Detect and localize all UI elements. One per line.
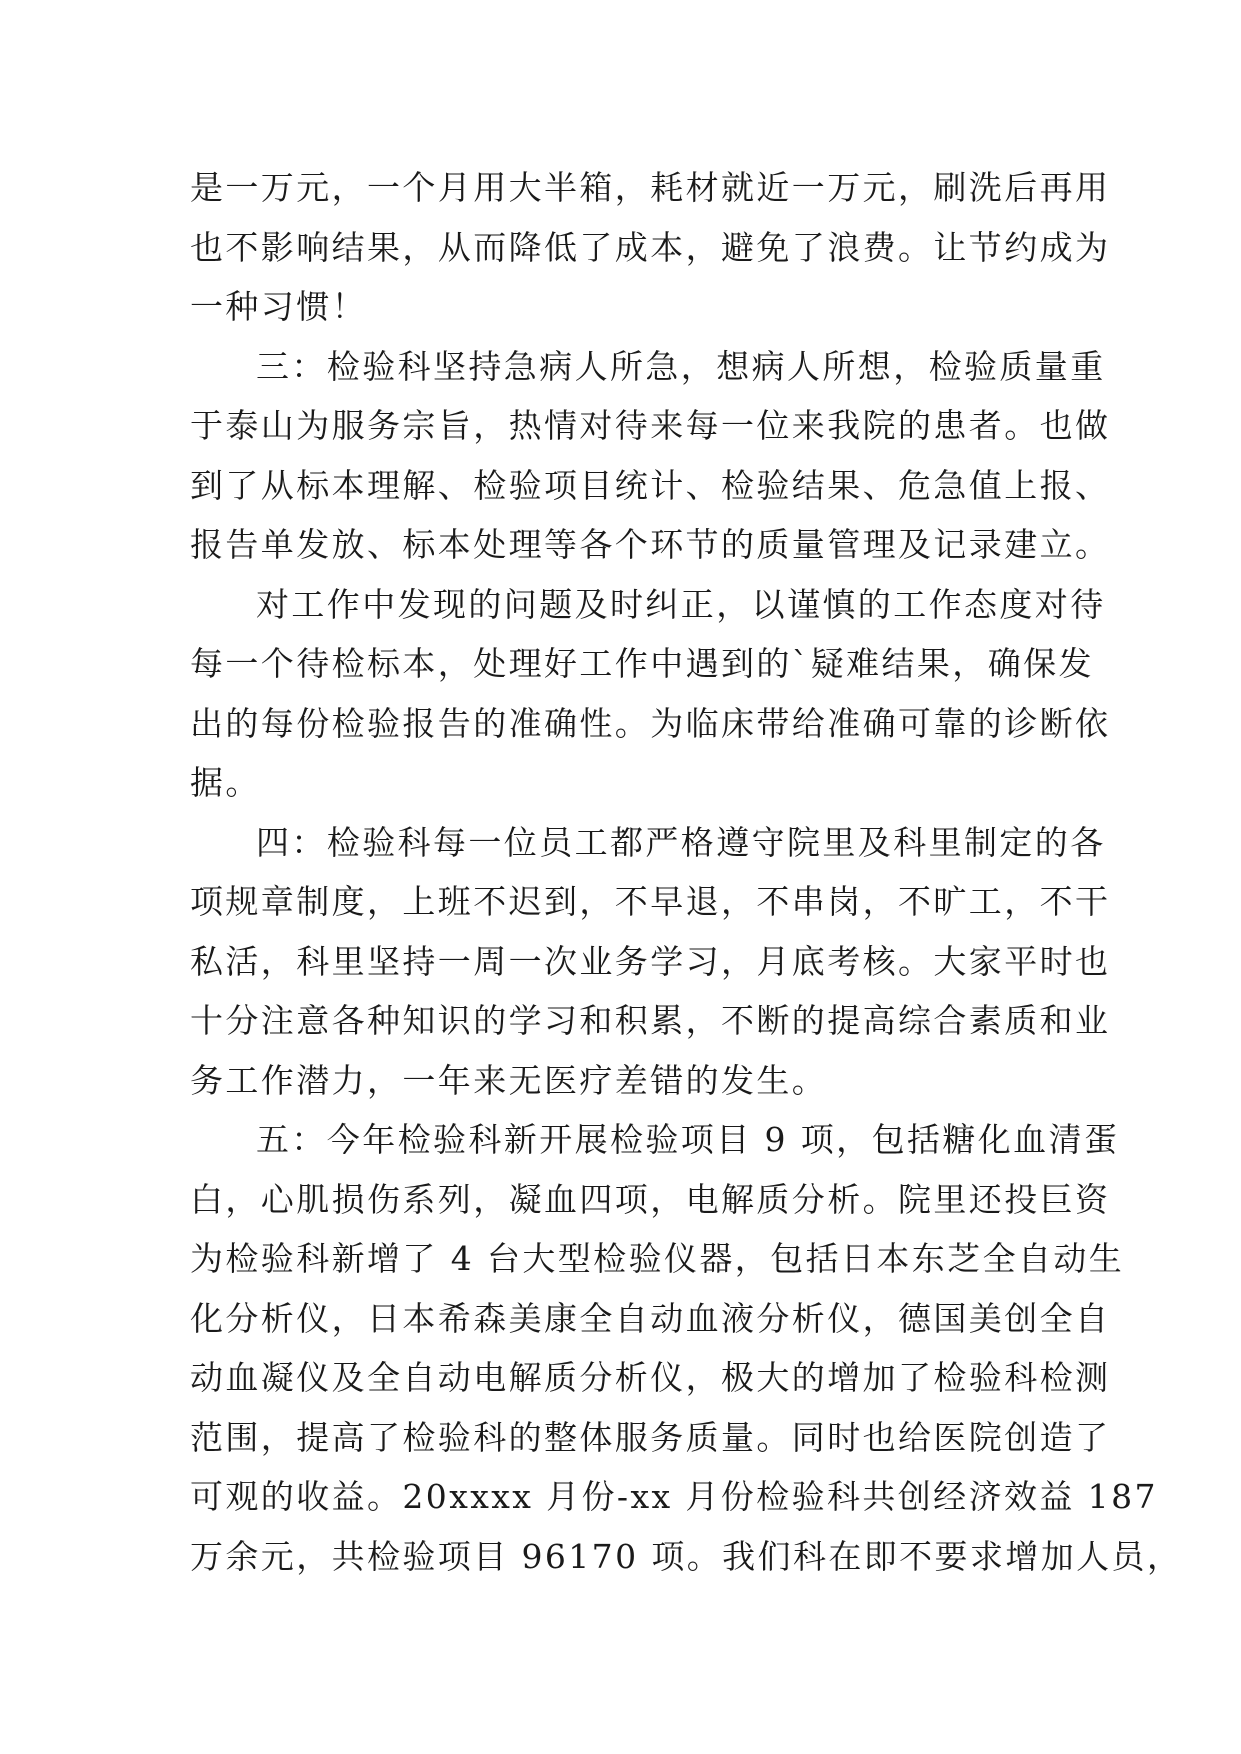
text-line: 据。	[190, 763, 261, 802]
paragraph-first-line: 对工作中发现的问题及时纠正，以谨慎的工作态度对待	[256, 584, 1106, 624]
text-line: 化分析仪，日本希森美康全自动血液分析仪，德国美创全自	[190, 1298, 1111, 1338]
text-line: 出的每份检验报告的准确性。为临床带给准确可靠的诊断依	[190, 703, 1111, 743]
text-line: 白，心肌损伤系列，凝血四项，电解质分析。院里还投巨资	[190, 1179, 1111, 1219]
text-line: 为检验科新增了 4 台大型检验仪器，包括日本东芝全自动生	[190, 1239, 1125, 1278]
text-line: 动血凝仪及全自动电解质分析仪，极大的增加了检验科检测	[190, 1358, 1111, 1397]
text-line: 到了从标本理解、检验项目统计、检验结果、危急值上报、	[190, 465, 1111, 505]
text-line: 一种习惯！	[190, 287, 367, 326]
text-line: 万余元，共检验项目 96170 项。我们科在即不要求增加人员，	[190, 1536, 1183, 1576]
text-line: 十分注意各种知识的学习和积累，不断的提高综合素质和业	[190, 1001, 1111, 1040]
text-line: 报告单发放、标本处理等各个环节的质量管理及记录建立。	[190, 525, 1111, 564]
text-line: 私活，科里坚持一周一次业务学习，月底考核。大家平时也	[190, 941, 1111, 981]
text-line: 可观的收益。20xxxx 月份-xx 月份检验科共创经济效益 187	[190, 1477, 1158, 1516]
text-line: 项规章制度，上班不迟到，不早退，不串岗，不旷工，不干	[190, 882, 1111, 921]
paragraph-first-line: 三：检验科坚持急病人所急，想病人所想，检验质量重	[256, 346, 1106, 386]
text-line: 也不影响结果，从而降低了成本，避免了浪费。让节约成为	[190, 227, 1111, 267]
paragraph-first-line: 五：今年检验科新开展检验项目 9 项，包括糖化血清蛋	[256, 1120, 1120, 1159]
text-line: 于泰山为服务宗旨，热情对待来每一位来我院的患者。也做	[190, 406, 1111, 445]
text-line: 每一个待检标本，处理好工作中遇到的`疑难结果，确保发	[190, 644, 1094, 683]
document-body	[190, 158, 1183, 1586]
text-line: 范围，提高了检验科的整体服务质量。同时也给医院创造了	[190, 1417, 1111, 1457]
text-line: 是一万元，一个月用大半箱，耗材就近一万元，刷洗后再用	[190, 168, 1111, 207]
paragraph-first-line: 四：检验科每一位员工都严格遵守院里及科里制定的各	[256, 822, 1106, 862]
text-line: 务工作潜力，一年来无医疗差错的发生。	[190, 1060, 828, 1100]
